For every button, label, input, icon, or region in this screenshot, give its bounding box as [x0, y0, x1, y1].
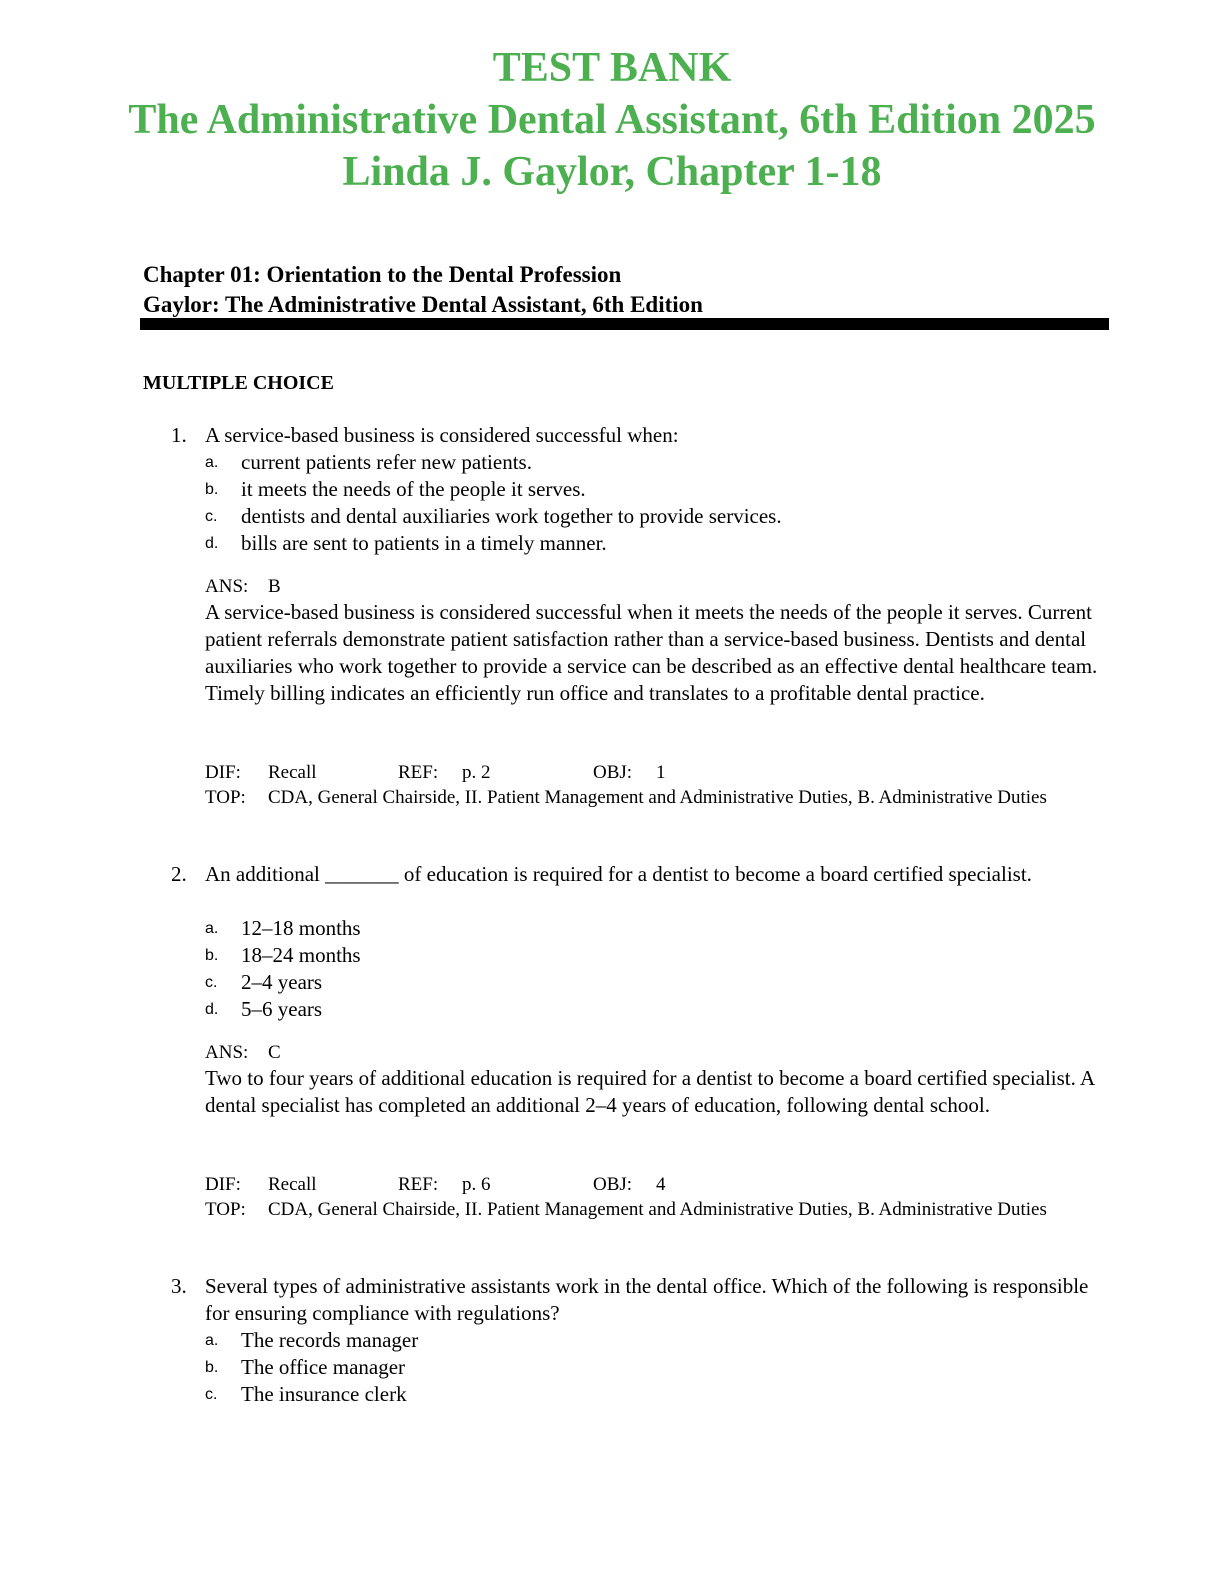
title-line-1: TEST BANK	[492, 45, 732, 91]
topic-line	[205, 785, 1110, 810]
top-label: TOP:	[205, 787, 246, 808]
question-number: 3.	[171, 1274, 187, 1298]
answer-label: ANS:	[205, 576, 249, 597]
meta-row	[205, 760, 1110, 785]
question-number: 2.	[171, 862, 187, 886]
dif-value: Recall	[268, 1174, 317, 1195]
option-letter: c.	[205, 508, 218, 525]
answer-label: ANS:	[205, 1042, 249, 1063]
option-letter: d.	[205, 535, 219, 552]
question-number: 1.	[171, 423, 187, 447]
option-text: The insurance clerk	[241, 1382, 407, 1406]
option-letter: b.	[205, 947, 219, 964]
option-letter: d.	[205, 1001, 219, 1018]
option-text: it meets the needs of the people it serves.	[241, 477, 586, 501]
option-letter: a.	[205, 1332, 219, 1349]
question-meta	[205, 760, 1110, 810]
title-line-2: The Administrative Dental Assistant, 6th Edition 2025	[128, 97, 1096, 143]
document-title	[0, 42, 1224, 198]
option-letter: c.	[205, 974, 218, 991]
question-stem: A service-based business is considered successful when:	[205, 423, 679, 447]
option-text: 5–6 years	[241, 997, 323, 1021]
book-title: Gaylor: The Administrative Dental Assistant, 6th Edition	[143, 292, 703, 317]
question-meta	[205, 1172, 1110, 1222]
section-title: MULTIPLE CHOICE	[143, 372, 334, 394]
option-text: The office manager	[241, 1355, 406, 1379]
rationale: Two to four years of additional education is required for a dentist to become a board certified specialist. A dental specialist has completed an additional 2–4 years of education, following dental school.	[205, 1066, 1094, 1117]
top-label: TOP:	[205, 1199, 246, 1220]
option-text: The records manager	[241, 1328, 419, 1352]
dif-label: DIF:	[205, 762, 241, 783]
meta-row	[205, 1172, 1110, 1197]
answer-value: B	[268, 576, 281, 597]
chapter-title: Chapter 01: Orientation to the Dental Profession	[143, 262, 622, 287]
option-letter: b.	[205, 481, 219, 498]
option-letter: a.	[205, 920, 219, 937]
dif-value: Recall	[268, 762, 317, 783]
ref-value: p. 2	[462, 762, 491, 783]
option-text: 18–24 months	[241, 943, 361, 967]
obj-value: 4	[656, 1174, 666, 1195]
header-rule	[140, 318, 1109, 330]
obj-label: OBJ:	[593, 762, 633, 783]
option-text: 12–18 months	[241, 916, 361, 940]
question-stem: Several types of administrative assistants work in the dental office. Which of the following is responsible for ensuring compliance with regulations?	[205, 1274, 1089, 1325]
ref-value: p. 6	[462, 1174, 491, 1195]
top-value: CDA, General Chairside, II. Patient Management and Administrative Duties, B. Administrative Duties	[268, 1199, 1047, 1220]
option-letter: c.	[205, 1386, 218, 1403]
top-value: CDA, General Chairside, II. Patient Management and Administrative Duties, B. Administrative Duties	[268, 787, 1047, 808]
obj-value: 1	[656, 762, 666, 783]
option-text: current patients refer new patients.	[241, 450, 532, 474]
topic-line	[205, 1197, 1110, 1222]
option-letter: a.	[205, 454, 219, 471]
answer-line	[205, 1040, 281, 1066]
question-stem: An additional _______ of education is required for a dentist to become a board certified specialist.	[205, 862, 1032, 886]
obj-label: OBJ:	[593, 1174, 633, 1195]
ref-label: REF:	[398, 762, 439, 783]
dif-label: DIF:	[205, 1174, 241, 1195]
chapter-header	[143, 260, 1109, 320]
option-text: bills are sent to patients in a timely manner.	[241, 531, 607, 555]
ref-label: REF:	[398, 1174, 439, 1195]
option-text: 2–4 years	[241, 970, 323, 994]
option-text: dentists and dental auxiliaries work together to provide services.	[241, 504, 782, 528]
title-line-3: Linda J. Gaylor, Chapter 1-18	[342, 149, 882, 195]
option-letter: b.	[205, 1359, 219, 1376]
rationale: A service-based business is considered successful when it meets the needs of the people it serves. Current patient referrals demonstrate patient satisfaction rather than a service-based business. Dentists and dental auxiliaries who work together to provide a service can be described as an effective dental healthcare team. Timely billing indicates an efficiently run office and translates to a profitable dental practice.	[205, 600, 1098, 705]
answer-value: C	[268, 1042, 281, 1063]
answer-line	[205, 574, 281, 600]
